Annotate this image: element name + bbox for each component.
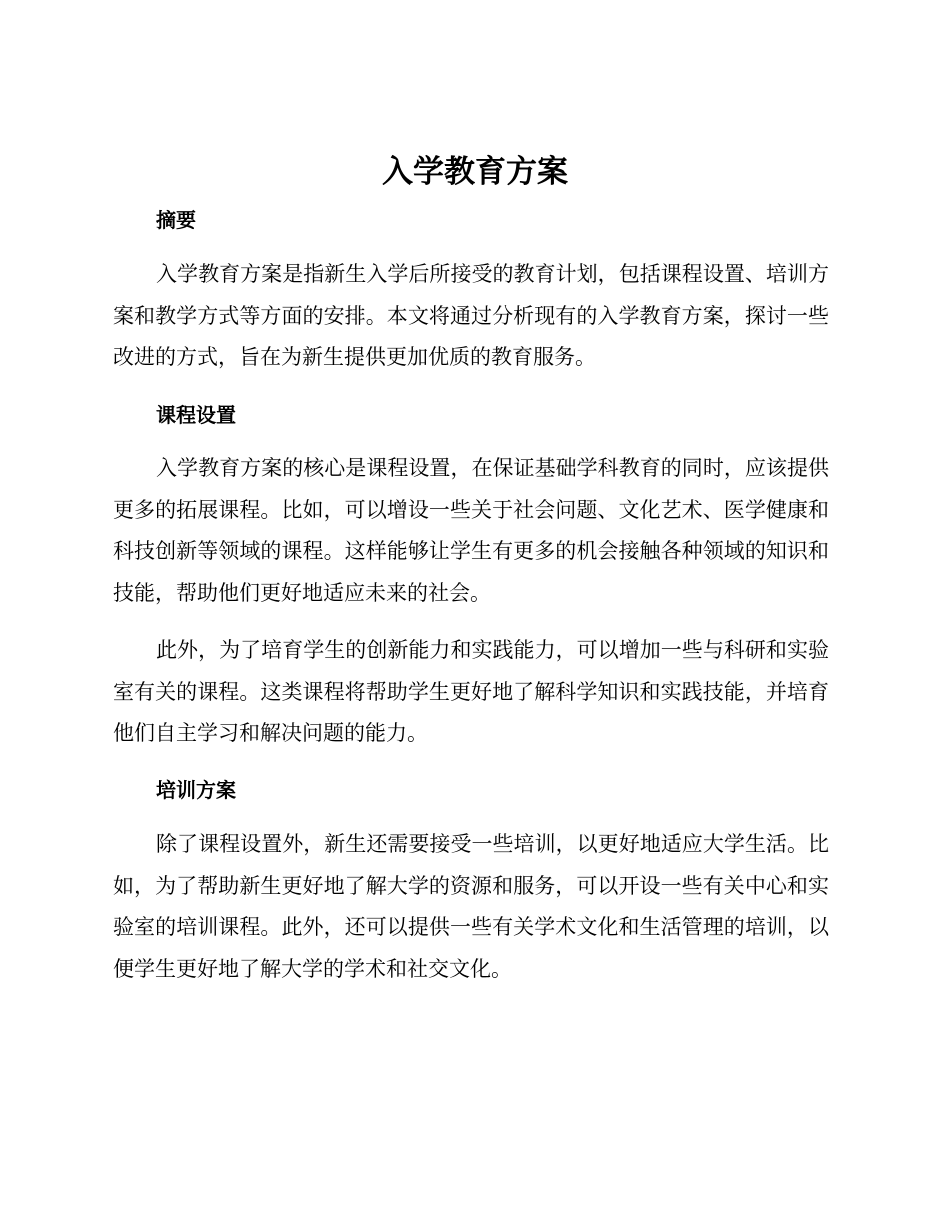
paragraph-abstract: 入学教育方案是指新生入学后所接受的教育计划，包括课程设置、培训方案和教学方式等方面的安排。本文将通过分析现有的入学教育方案，探讨一些改进的方式，旨在为新生提供更加优质的教育服务。	[113, 262, 829, 369]
document-title: 入学教育方案	[382, 154, 568, 190]
section-heading-courses: 课程设置	[156, 403, 236, 427]
paragraph-courses-1: 入学教育方案的核心是课程设置，在保证基础学科教育的同时，应该提供更多的拓展课程。比如，可以增设一些关于社会问题、文化艺术、医学健康和科技创新等领域的课程。这样能够让学生有更多的机会接触各种领域的知识和技能，帮助他们更好地适应未来的社会。	[113, 456, 829, 605]
section-heading-training: 培训方案	[156, 778, 236, 802]
section-heading-abstract: 摘要	[156, 208, 196, 232]
paragraph-training: 除了课程设置外，新生还需要接受一些培训，以更好地适应大学生活。比如，为了帮助新生更好地了解大学的资源和服务，可以开设一些有关中心和实验室的培训课程。此外，还可以提供一些有关学术文化和生活管理的培训，以便学生更好地了解大学的学术和社交文化。	[113, 832, 829, 981]
paragraph-courses-2: 此外，为了培育学生的创新能力和实践能力，可以增加一些与科研和实验室有关的课程。这类课程将帮助学生更好地了解科学知识和实践技能，并培育他们自主学习和解决问题的能力。	[113, 638, 829, 745]
